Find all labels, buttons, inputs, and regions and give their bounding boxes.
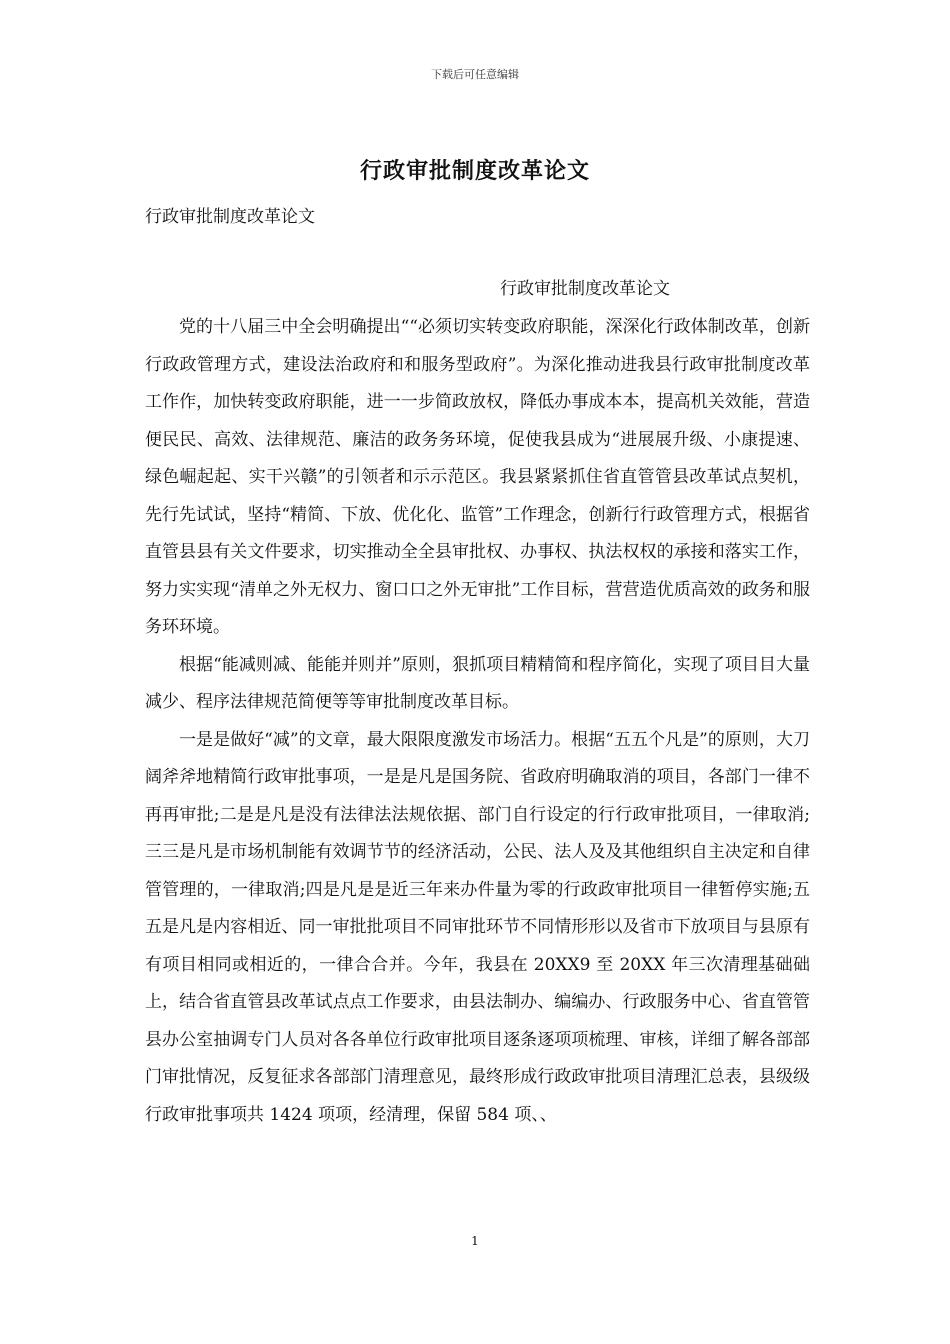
- body-text: [145, 309, 810, 1134]
- paragraph: 一是是做好“减”的文章，最大限限度激发市场活力。根据“五五个凡是”的原则，大刀阔斧斧地精简行政审批事项，一是是凡是国务院、省政府明确取消的项目，各部门一律不再再审批;二是是凡是没有法律法法规依据、部门自行设定的行行政审批项目，一律取消;三三是凡是市场机制能有效调节节的经济活动，公民、法人及及其他组织自主决定和自律管管理的，一律取消;四是凡是是近三年来办件量为零的行政政审批项目一律暂停实施;五五是凡是内容相近、同一审批批项目不同审批环节不同情形形以及省市下放项目与县原有有项目相同或相近的，一律合合并。今年，我县在 20XX9 至 20XX 年三次清理基础础上，结合省直管县改革试点点工作要求，由县法制办、编编办、行政服务中心、省直管管县办公室抽调专门人员对各各单位行政审批项目逐条逐项项梳理、审核，详细了解各部部门审批情况，反复征求各部部门清理意见，最终形成行政政审批项目清理汇总表，县级级行政审批事项共 1424 项项，经清理，保留 584 项、、: [145, 729, 810, 1125]
- page-number: 1: [471, 1234, 479, 1248]
- header-note: 下载后可任意编辑: [431, 68, 519, 81]
- subtitle-center: 行政审批制度改革论文: [500, 279, 670, 299]
- document-title: 行政审批制度改革论文: [359, 158, 590, 184]
- paragraph: 党的十八届三中全会明确提出““必须切实转变政府职能，深深化行政体制改革，创新行政政管理方式，建设法治政府和和服务型政府”。为深化推动进我县行政审批制度改革工作作，加快转变政府职能，进一一步简政放权，降低办事成本本，提高机关效能，营造便民民、高效、法律规范、廉洁的政务务环境，促使我县成为“进展展升级、小康提速、绿色崛起起、实干兴赣”的引领者和示示范区。我县紧紧抓住省直管管县改革试点契机，先行先试试，坚持“精简、下放、优化化、监管”工作理念，创新行行政管理方式，根据省直管县县有关文件要求，切实推动全全县审批权、办事权、执法权权的承接和落实工作，努力实实现“清单之外无权力、窗口口之外无审批”工作目标，营营造优质高效的政务和服务环环境。: [145, 317, 810, 637]
- paragraph: 根据“能减则减、能能并则并”原则，狠抓项目精精简和程序简化，实现了项目目大量减少、程序法律规范简便等等审批制度改革目标。: [145, 654, 810, 712]
- subtitle-left: 行政审批制度改革论文: [145, 207, 315, 227]
